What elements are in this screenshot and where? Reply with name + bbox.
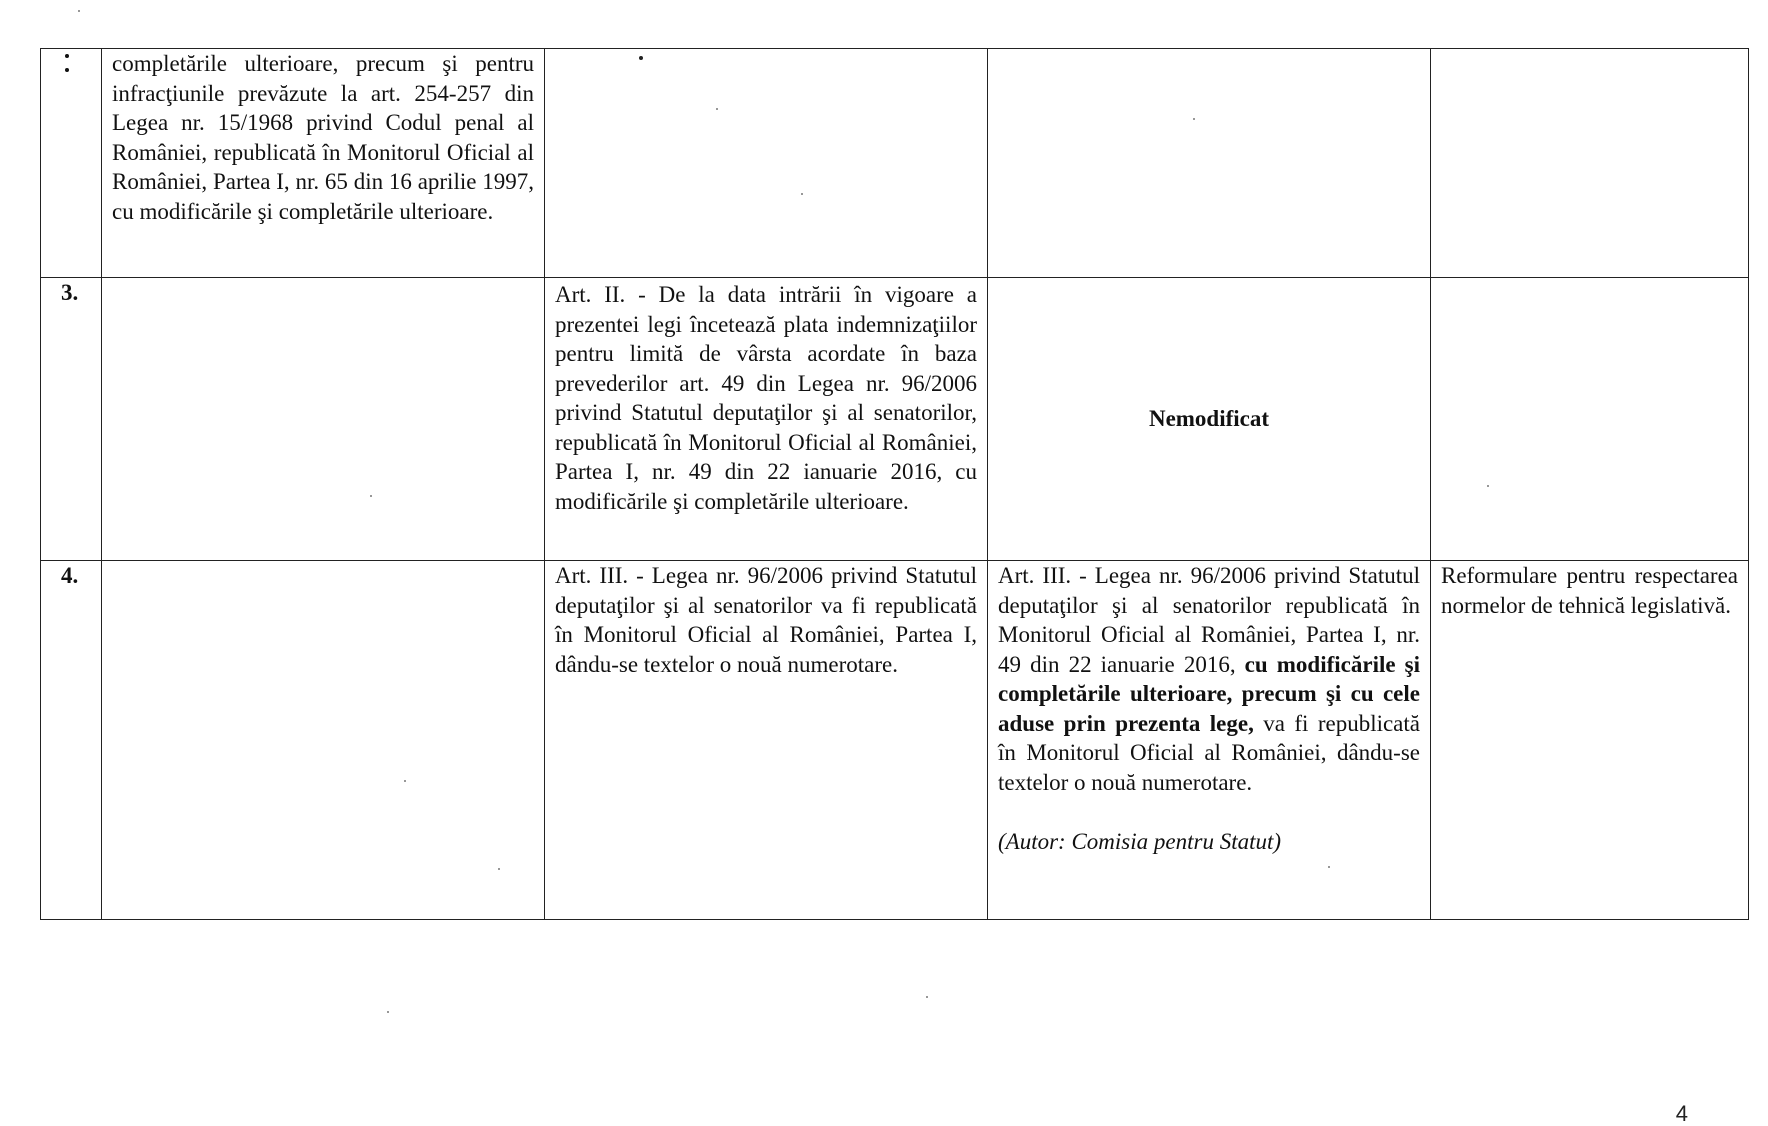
initial-text-cell: completările ulterioare, precum şi pentru infracţiunile prevăzute la art. 254-257 din Legea nr. 15/1968 privind Codul penal al României, republicată în Monitorul Oficial al României, Partea I, nr. 65 din 16 aprilie 1997, cu modificările şi completările ulterioare. [102, 49, 545, 278]
row-number: 3. [41, 278, 102, 561]
scan-speck [1193, 118, 1195, 120]
scan-speck [1328, 866, 1330, 868]
page-number: 4 [1675, 1101, 1688, 1126]
row-number [41, 49, 102, 278]
motivation-cell [1431, 49, 1749, 278]
amendments-table [40, 48, 1749, 920]
scan-mark [639, 56, 643, 60]
amended-text-cell [988, 49, 1431, 278]
motivation-cell: Reformulare pentru respectarea normelor de tehnică legislativă. [1431, 561, 1749, 920]
proposed-text-cell [545, 49, 988, 278]
spacer [998, 797, 1420, 827]
scan-speck [387, 1011, 389, 1013]
table-row [41, 278, 1749, 561]
row-number: 4. [41, 561, 102, 920]
amendment-author: (Autor: Comisia pentru Statut) [998, 829, 1282, 854]
motivation-cell [1431, 278, 1749, 561]
scan-speck [716, 108, 718, 110]
amended-text-cell [988, 561, 1431, 920]
row-continuation-mark [64, 52, 70, 76]
scan-speck [1487, 485, 1489, 487]
scan-speck [926, 996, 928, 998]
initial-text-cell [102, 278, 545, 561]
scan-speck [498, 868, 500, 870]
amended-text-bold: cu modificările şi completările ulterioare, precum şi cu cele aduse prin prezenta lege, [998, 651, 1420, 736]
scan-speck [404, 780, 406, 782]
amended-text-cell: Nemodificat [988, 278, 1431, 561]
table-row [41, 49, 1749, 278]
scan-speck [78, 10, 80, 12]
amended-text-part2: va fi republicată în Monitorul Oficial al României, dându-se textelor o nouă numerotare. [998, 710, 1420, 795]
scan-speck [801, 193, 803, 195]
table-row [41, 561, 1749, 920]
amended-text-part1: Art. III. - Legea nr. 96/2006 privind Statutul deputaţilor şi al senatorilor republicată în Monitorul Oficial al României, Partea I, nr. 49 din 22 ianuarie 2016, [998, 563, 1420, 677]
initial-text-cell [102, 561, 545, 920]
scan-speck [370, 495, 372, 497]
proposed-text-cell: Art. III. - Legea nr. 96/2006 privind Statutul deputaţilor şi al senatorilor va fi republicată în Monitorul Oficial al României, Partea I, dându-se textelor o nouă numerotare. [545, 561, 988, 920]
proposed-text-cell: Art. II. - De la data intrării în vigoare a prezentei legi încetează plata indemnizaţiilor pentru limită de vârsta acordate în baza prevederilor art. 49 din Legea nr. 96/2006 privind Statutul deputaţilor şi al senatorilor, republicată în Monitorul Oficial al României, Partea I, nr. 49 din 22 ianuarie 2016, cu modificările şi completările ulterioare. [545, 278, 988, 561]
